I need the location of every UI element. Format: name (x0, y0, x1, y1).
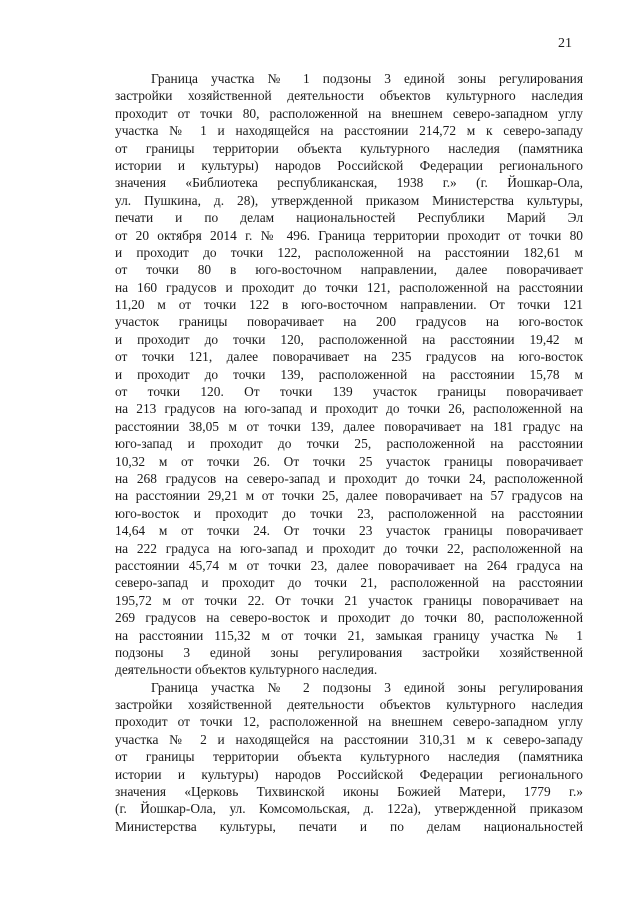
text-line: и проходит до точки 139, расположенной на расстоянии 15,78 м (115, 366, 583, 382)
text-line: ул. Пушкина, д. 28), утвержденной приказом Министерства культуры, (115, 192, 583, 208)
text-line: (г. Йошкар-Ола, ул. Комсомольская, д. 122а), утвержденной приказом (115, 801, 583, 817)
text-line: 14,64 м от точки 24. От точки 23 участок границы поворачивает (115, 523, 583, 539)
text-line: от точки 80 в юго-восточном направлении, далее поворачивает (115, 262, 583, 278)
text-line: 10,32 м от точки 26. От точки 25 участок границы поворачивает (115, 453, 583, 469)
text-line: подзоны 3 единой зоны регулирования застройки хозяйственной (115, 644, 583, 660)
text-line: проходит от точки 80, расположенной на внешнем северо-западном углу (115, 105, 583, 121)
text-line: Граница участка № 1 подзоны 3 единой зоны регулирования (151, 71, 583, 86)
text-line: значения «Церковь Тихвинской иконы Божией Матери, 1779 г.» (115, 784, 583, 800)
text-line: 11,20 м от точки 122 в юго-восточном направлении. От точки 121 (115, 297, 583, 313)
text-line: участка № 2 и находящейся на расстоянии 310,31 м к северо-западу (115, 731, 583, 747)
text-line: застройки хозяйственной деятельности объектов культурного наследия (115, 88, 583, 104)
text-line: проходит от точки 12, расположенной на внешнем северо-западном углу (115, 714, 583, 730)
text-line: от 20 октября 2014 г. № 496. Граница территории проходит от точки 80 (115, 227, 583, 243)
text-line: юго-восток и проходит до точки 23, расположенной на расстоянии (115, 505, 583, 521)
text-line: истории и культуры) народов Российской Федерации регионального (115, 766, 583, 782)
page-number: 21 (558, 36, 572, 51)
text-line: на расстоянии 29,21 м от точки 25, далее поворачивает на 57 градусов на (115, 488, 583, 504)
paragraph-plot-1 (115, 70, 583, 679)
text-line: застройки хозяйственной деятельности объектов культурного наследия (115, 697, 583, 713)
text-line: северо-запад и проходит до точки 21, расположенной на расстоянии (115, 575, 583, 591)
text-line: на расстоянии 115,32 м от точки 21, замыкая границу участка № 1 (115, 627, 583, 643)
text-line: на 222 градуса на юго-запад и проходит до точки 22, расположенной на (115, 540, 583, 556)
text-line: от границы территории объекта культурного наследия (памятника (115, 140, 583, 156)
document-body (115, 70, 583, 835)
text-line: Граница участка № 2 подзоны 3 единой зоны регулирования (151, 679, 583, 695)
text-line: 269 градусов на северо-восток и проходит до точки 80, расположенной (115, 610, 583, 626)
text-line: расстоянии 45,74 м от точки 23, далее поворачивает на 264 градуса на (115, 557, 583, 573)
text-line: деятельности объектов культурного наследия. (115, 662, 378, 678)
text-line: участок границы поворачивает на 200 градусов на юго-восток (115, 314, 583, 330)
text-line: и проходит до точки 120, расположенной на расстоянии 19,42 м (115, 331, 583, 347)
text-line: участка № 1 и находящейся на расстоянии 214,72 м к северо-западу (115, 123, 583, 139)
text-line: от точки 120. От точки 139 участок границы поворачивает (115, 384, 583, 400)
text-line: значения «Библиотека республиканская, 1938 г.» (г. Йошкар-Ола, (115, 175, 583, 191)
text-line: Министерства культуры, печати и по делам национальностей (115, 818, 583, 834)
text-line: расстоянии 38,05 м от точки 139, далее поворачивает на 181 градус на (115, 418, 583, 434)
text-line: на 213 градусов на юго-запад и проходит до точки 26, расположенной на (115, 401, 583, 417)
text-line: и проходит до точки 122, расположенной на расстоянии 182,61 м (115, 244, 583, 260)
text-line: 195,72 м от точки 22. От точки 21 участок границы поворачивает на (115, 592, 583, 608)
paragraph-plot-2 (115, 679, 583, 836)
text-line: от границы территории объекта культурного наследия (памятника (115, 749, 583, 765)
text-line: юго-запад и проходит до точки 25, расположенной на расстоянии (115, 436, 583, 452)
text-line: печати и по делам национальностей Республики Марий Эл (115, 210, 583, 226)
text-line: на 160 градусов и проходит до точки 121, расположенной на расстоянии (115, 279, 583, 295)
text-line: на 268 градусов на северо-запад и проходит до точки 24, расположенной (115, 470, 583, 486)
text-line: истории и культуры) народов Российской Федерации регионального (115, 157, 583, 173)
text-line: от точки 121, далее поворачивает на 235 градусов на юго-восток (115, 349, 583, 365)
